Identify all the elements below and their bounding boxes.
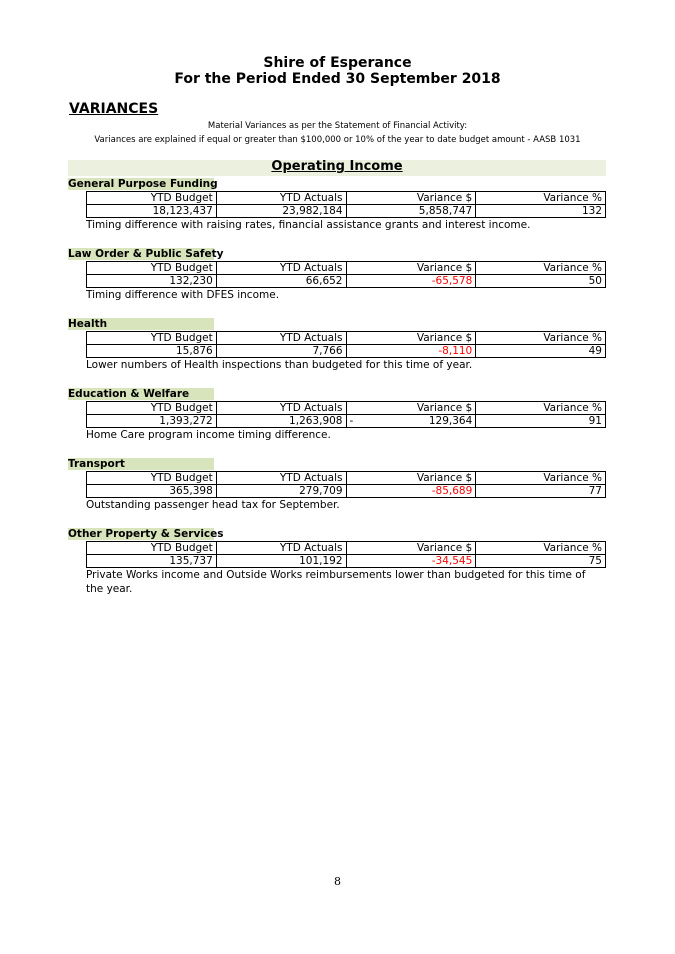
ytd-budget-value: 15,876 bbox=[87, 345, 217, 358]
col-ytd-budget: YTD Budget bbox=[87, 542, 217, 555]
section-header: Law Order & Public Safety bbox=[68, 248, 224, 260]
col-variance-dollar: Variance $ bbox=[346, 472, 476, 485]
table-row bbox=[87, 555, 606, 568]
ytd-budget-value: 1,393,272 bbox=[87, 415, 217, 428]
table-row bbox=[87, 275, 606, 288]
variance-table bbox=[86, 401, 606, 428]
col-variance-pct: Variance % bbox=[476, 472, 606, 485]
col-variance-dollar: Variance $ bbox=[346, 192, 476, 205]
table-header-row bbox=[87, 192, 606, 205]
col-variance-dollar: Variance $ bbox=[346, 332, 476, 345]
table-header-row bbox=[87, 262, 606, 275]
variance-table bbox=[86, 261, 606, 288]
variance-dollar-cell bbox=[346, 415, 476, 428]
ytd-budget-value: 132,230 bbox=[87, 275, 217, 288]
table-row bbox=[87, 345, 606, 358]
variance-pct-value: 75 bbox=[476, 555, 606, 568]
table-row bbox=[87, 485, 606, 498]
variance-comment: Home Care program income timing difference. bbox=[86, 429, 331, 441]
variance-pct-value: 91 bbox=[476, 415, 606, 428]
col-ytd-actuals: YTD Actuals bbox=[216, 262, 346, 275]
variance-table bbox=[86, 471, 606, 498]
org-title: Shire of Esperance bbox=[263, 55, 412, 71]
page-number: 8 bbox=[334, 875, 341, 888]
variance-dollar-value: -85,689 bbox=[346, 485, 476, 498]
col-variance-dollar: Variance $ bbox=[346, 262, 476, 275]
variance-dash: - bbox=[349, 415, 354, 427]
ytd-budget-value: 365,398 bbox=[87, 485, 217, 498]
explanation-threshold-note: Variances are explained if equal or greater than $100,000 or 10% of the year to date budget amount - AASB 1031 bbox=[94, 135, 581, 145]
table-row bbox=[87, 205, 606, 218]
variance-dollar-value: -65,578 bbox=[346, 275, 476, 288]
variance-pct-value: 77 bbox=[476, 485, 606, 498]
section-header: Health bbox=[68, 318, 214, 330]
col-ytd-actuals: YTD Actuals bbox=[216, 192, 346, 205]
section-header: General Purpose Funding bbox=[68, 178, 218, 190]
table-header-row bbox=[87, 332, 606, 345]
col-ytd-budget: YTD Budget bbox=[87, 402, 217, 415]
variance-comment: Private Works income and Outside Works reimbursements lower than budgeted for this time of the year. bbox=[86, 569, 586, 595]
col-ytd-actuals: YTD Actuals bbox=[216, 332, 346, 345]
ytd-actuals-value: 279,709 bbox=[216, 485, 346, 498]
col-variance-dollar: Variance $ bbox=[346, 542, 476, 555]
table-header-row bbox=[87, 472, 606, 485]
materiality-note: Material Variances as per the Statement of Financial Activity: bbox=[207, 121, 468, 131]
col-ytd-budget: YTD Budget bbox=[87, 472, 217, 485]
variance-comment: Timing difference with raising rates, financial assistance grants and interest income. bbox=[86, 219, 531, 231]
variance-dollar-value: 5,858,747 bbox=[346, 205, 476, 218]
table-header-row bbox=[87, 542, 606, 555]
section-header: Transport bbox=[68, 458, 214, 470]
variance-comment: Lower numbers of Health inspections than budgeted for this time of year. bbox=[86, 359, 473, 371]
section-header: Education & Welfare bbox=[68, 388, 214, 400]
table-row bbox=[87, 415, 606, 428]
section-header: Other Property & Services bbox=[68, 528, 224, 540]
col-variance-pct: Variance % bbox=[476, 332, 606, 345]
variance-table bbox=[86, 541, 606, 568]
col-ytd-actuals: YTD Actuals bbox=[216, 542, 346, 555]
col-variance-dollar: Variance $ bbox=[346, 402, 476, 415]
col-variance-pct: Variance % bbox=[476, 542, 606, 555]
ytd-actuals-value: 1,263,908 bbox=[216, 415, 346, 428]
ytd-actuals-value: 7,766 bbox=[216, 345, 346, 358]
variance-pct-value: 49 bbox=[476, 345, 606, 358]
col-ytd-actuals: YTD Actuals bbox=[216, 402, 346, 415]
variance-comment: Timing difference with DFES income. bbox=[86, 289, 280, 301]
col-ytd-budget: YTD Budget bbox=[87, 192, 217, 205]
variance-table bbox=[86, 191, 606, 218]
period-title: For the Period Ended 30 September 2018 bbox=[174, 71, 501, 87]
ytd-budget-value: 18,123,437 bbox=[87, 205, 217, 218]
col-variance-pct: Variance % bbox=[476, 192, 606, 205]
col-ytd-budget: YTD Budget bbox=[87, 262, 217, 275]
col-variance-pct: Variance % bbox=[476, 402, 606, 415]
ytd-actuals-value: 23,982,184 bbox=[216, 205, 346, 218]
variance-dollar-value: -34,545 bbox=[346, 555, 476, 568]
variance-table bbox=[86, 331, 606, 358]
variance-pct-value: 50 bbox=[476, 275, 606, 288]
variances-heading: VARIANCES bbox=[69, 101, 159, 117]
variance-comment: Outstanding passenger head tax for September. bbox=[86, 499, 340, 511]
variance-dollar-value: 129,364 bbox=[428, 415, 473, 427]
col-variance-pct: Variance % bbox=[476, 262, 606, 275]
operating-income-label: Operating Income bbox=[271, 159, 403, 174]
table-header-row bbox=[87, 402, 606, 415]
ytd-actuals-value: 66,652 bbox=[216, 275, 346, 288]
variance-dollar-value: -8,110 bbox=[346, 345, 476, 358]
col-ytd-actuals: YTD Actuals bbox=[216, 472, 346, 485]
variance-pct-value: 132 bbox=[476, 205, 606, 218]
ytd-actuals-value: 101,192 bbox=[216, 555, 346, 568]
ytd-budget-value: 135,737 bbox=[87, 555, 217, 568]
col-ytd-budget: YTD Budget bbox=[87, 332, 217, 345]
